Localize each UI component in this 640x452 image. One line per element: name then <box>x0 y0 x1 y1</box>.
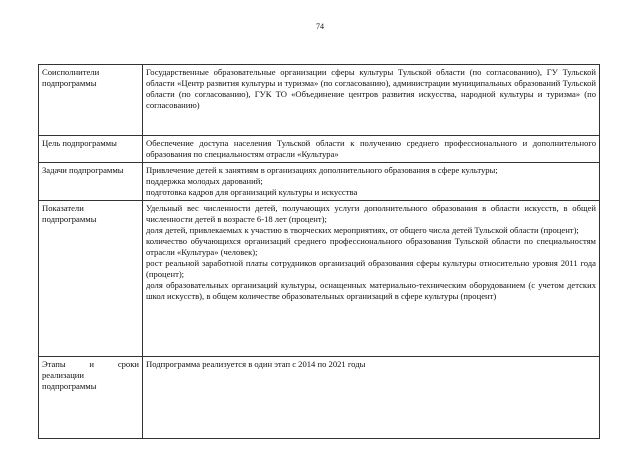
row-label-stages: Этапы и сроки реализации подпрограммы <box>39 357 143 439</box>
goal-text: Обеспечение доступа населения Тульской области к получению среднего профессионального и дополнительного образования по специальностям отрасли «Культура» <box>146 138 596 159</box>
task-item: Привлечение детей к занятиям в организациях дополнительного образования в сфере культуры; <box>146 165 498 175</box>
row-content-stages <box>143 357 600 439</box>
indicator-item: количество обучающихся организаций среднего профессионального образования Тульской области по специальностям отрасли «Культура» (человек); <box>146 236 596 257</box>
row-content-coexecutors <box>143 65 600 136</box>
row-label-tasks: Задачи подпрограммы <box>39 163 143 201</box>
task-item: поддержка молодых дарований; <box>146 176 263 186</box>
row-label-coexecutors: Соисполнители подпрограммы <box>39 65 143 136</box>
row-content-tasks <box>143 163 600 201</box>
coexecutors-text: Государственные образовательные организации сферы культуры Тульской области (по согласованию), ГУ Тульской области «Центр развития культуры и туризма» (по согласованию), администрации муниципальных образований Тульской области (по согласованию), ГУК ТО «Объединение центров развития искусства, народной культуры и туризма» (по согласованию) <box>146 67 596 110</box>
table-row <box>39 136 600 163</box>
task-item: подготовка кадров для организаций культуры и искусства <box>146 187 358 197</box>
indicator-item: Удельный вес численности детей, получающих услуги дополнительного образования в области искусств, в общей численности детей в возрасте 6-18 лет (процент); <box>146 203 596 224</box>
row-content-indicators <box>143 201 600 357</box>
subprogram-passport-table <box>38 64 600 439</box>
indicator-item: доля детей, привлекаемых к участию в творческих мероприятиях, от общего числа детей Тульской области (процент); <box>146 225 579 235</box>
row-label-indicators: Показатели подпрограммы <box>39 201 143 357</box>
table-row <box>39 201 600 357</box>
table-row <box>39 65 600 136</box>
table-row <box>39 163 600 201</box>
table-row <box>39 357 600 439</box>
row-label-goal: Цель подпрограммы <box>39 136 143 163</box>
row-content-goal <box>143 136 600 163</box>
page-number: 74 <box>316 22 324 31</box>
stages-text: Подпрограмма реализуется в один этап с 2014 по 2021 годы <box>146 359 366 369</box>
indicator-item: рост реальной заработной платы сотрудников организаций образования сферы культуры относительно уровня 2011 года (процент); <box>146 258 596 279</box>
indicator-item: доля образовательных организаций культуры, оснащенных материально-техническим оборудованием (с учетом детских школ искусств), в общем количестве образовательных организаций в сфере культуры (процент) <box>146 280 596 301</box>
